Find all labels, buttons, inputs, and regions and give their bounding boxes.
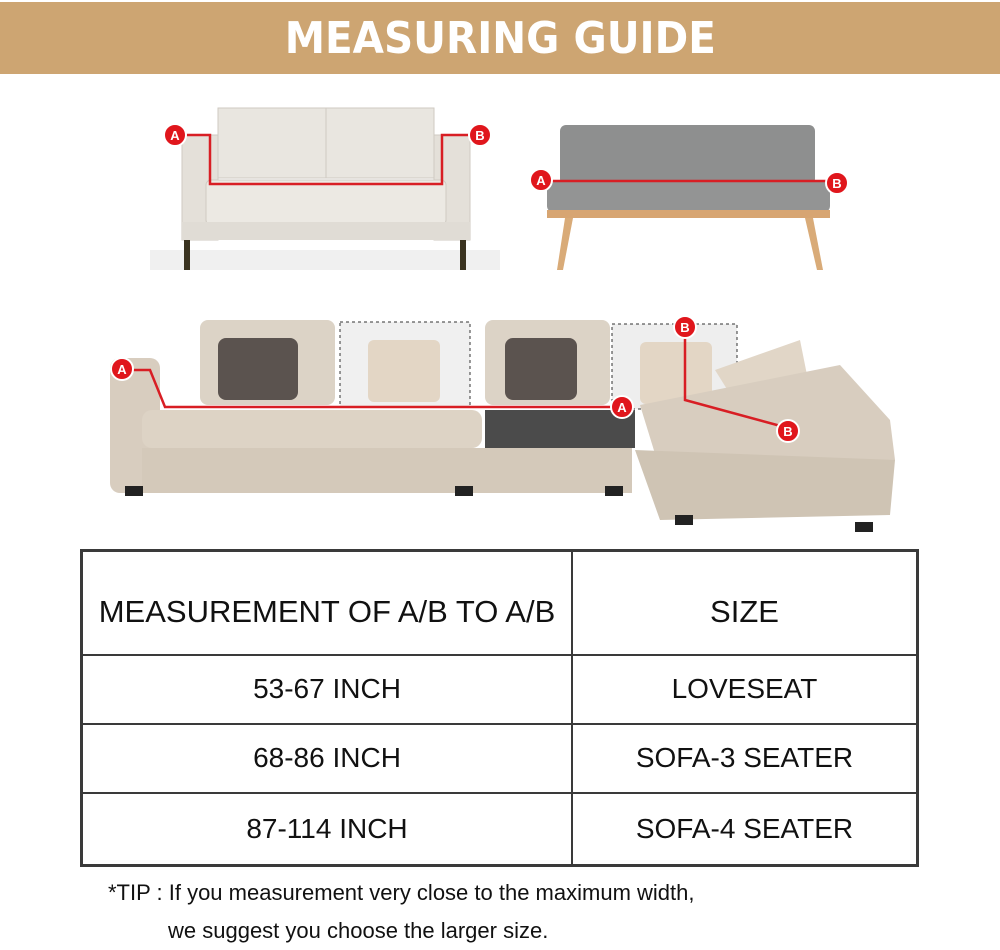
marker-a <box>164 124 186 146</box>
size-cell: SOFA-4 SEATER <box>572 793 918 866</box>
tip-line-2: we suggest you choose the larger size. <box>168 918 549 943</box>
table-row <box>82 655 918 724</box>
measurement-cell: 53-67 INCH <box>82 655 573 724</box>
table-row <box>82 793 918 866</box>
svg-text:A: A <box>117 362 127 377</box>
size-table <box>80 549 919 867</box>
table-row <box>82 724 918 793</box>
marker-a-corner <box>611 396 633 418</box>
header-size: SIZE <box>572 551 918 655</box>
size-cell: SOFA-3 SEATER <box>572 724 918 793</box>
tip-note <box>108 874 694 950</box>
marker-b <box>469 124 491 146</box>
armless-sofa-illustration <box>525 115 855 275</box>
measurement-cell: 87-114 INCH <box>82 793 573 866</box>
tip-line-1: *TIP : If you measurement very close to the maximum width, <box>108 880 695 905</box>
sectional-sofa-illustration <box>100 310 910 535</box>
marker-a <box>530 169 552 191</box>
header-measurement: MEASUREMENT OF A/B TO A/B <box>82 551 573 655</box>
svg-text:B: B <box>783 424 793 439</box>
svg-text:A: A <box>170 128 180 143</box>
svg-text:A: A <box>617 400 627 415</box>
size-cell: LOVESEAT <box>572 655 918 724</box>
marker-b-top <box>674 316 696 338</box>
marker-b <box>826 172 848 194</box>
table-header-row <box>82 551 918 655</box>
svg-text:B: B <box>475 128 485 143</box>
loveseat-illustration <box>150 100 500 275</box>
svg-text:A: A <box>536 173 546 188</box>
marker-b-chaise <box>777 420 799 442</box>
svg-text:B: B <box>832 176 842 191</box>
svg-text:B: B <box>680 320 690 335</box>
title-banner <box>0 2 1000 74</box>
measurement-cell: 68-86 INCH <box>82 724 573 793</box>
page-title: MEASURING GUIDE <box>284 12 716 64</box>
marker-a-left <box>111 358 133 380</box>
